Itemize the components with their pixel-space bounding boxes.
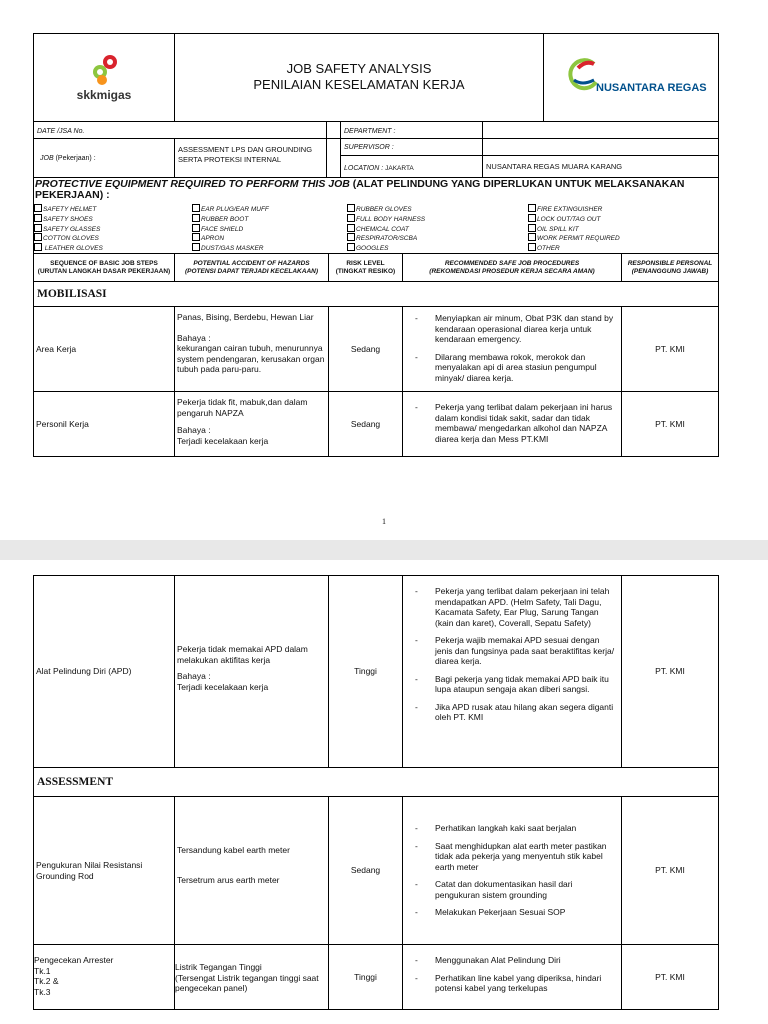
ppe-checkbox-item[interactable] bbox=[192, 243, 263, 253]
skkmigas-logo-icon bbox=[88, 50, 148, 86]
risk-cell bbox=[328, 391, 403, 457]
hazard-detail: Terjadi kecelakaan kerja bbox=[177, 681, 269, 692]
title-cell bbox=[174, 33, 544, 122]
procedure-item: - Catat dan dokumentasikan hasil dari pengukuran sistem grounding bbox=[403, 879, 619, 900]
section-title: MOBILISASI bbox=[37, 288, 107, 300]
procedure-cell bbox=[402, 575, 622, 768]
hazard-text: Tersetrum arus earth meter bbox=[177, 874, 280, 885]
job-label-cell bbox=[33, 138, 175, 178]
procedure-item: - Saat menghidupkan alat earth meter pastikan tidak ada pekerja yang menyentuh stik kabel earth meter bbox=[403, 841, 619, 873]
procedure-item: - Jika APD rusak atau hilang akan segera diganti oleh PT. KMI bbox=[403, 702, 617, 723]
ppe-checkbox-label: EAR PLUG/EAR MUFF bbox=[201, 206, 269, 213]
hazard-cell bbox=[174, 306, 329, 392]
ppe-checkbox-label: FULL BODY HARNESS bbox=[356, 215, 426, 223]
risk-cell bbox=[328, 796, 403, 945]
procedure-item: - Menggunakan Alat Pelindung Diri bbox=[403, 955, 619, 966]
ppe-checkbox-label: RUBBER BOOT bbox=[201, 215, 249, 223]
risk-cell bbox=[328, 575, 403, 768]
responsible-text: PT. KMI bbox=[655, 343, 685, 354]
checkbox-icon[interactable] bbox=[528, 214, 536, 222]
ppe-checkbox-item[interactable] bbox=[347, 224, 409, 234]
risk-level: Sedang bbox=[350, 343, 381, 354]
ppe-checkbox-item[interactable] bbox=[528, 233, 620, 243]
skkmigas-logo-text: skkmigas bbox=[76, 88, 132, 102]
hazard-text: Tersandung kabel earth meter bbox=[177, 845, 290, 855]
responsible-cell bbox=[621, 306, 719, 392]
responsible-cell bbox=[621, 944, 719, 1010]
responsible-text: PT. KMI bbox=[655, 865, 685, 876]
ppe-checkbox-label: FACE SHIELD bbox=[201, 225, 244, 233]
checkbox-icon[interactable] bbox=[34, 243, 42, 251]
procedure-cell bbox=[402, 796, 622, 945]
ppe-checkbox-label: SAFETY SHOES bbox=[43, 215, 93, 223]
col-header-hazards: POTENTIAL ACCIDENT OF HAZARDS (POTENSI DAPAT TERJADI KECELAKAAN) bbox=[174, 253, 329, 282]
step-cell bbox=[33, 796, 175, 945]
responsible-cell bbox=[621, 796, 719, 945]
supervisor-cell bbox=[340, 138, 483, 156]
ppe-checkbox-label: SAFETY HELMET bbox=[43, 206, 97, 213]
responsible-text: PT. KMI bbox=[655, 666, 685, 677]
document-page-2 bbox=[0, 560, 768, 1024]
risk-level: Sedang bbox=[350, 418, 381, 429]
location-detail: NUSANTARA REGAS MUARA KARANG bbox=[486, 162, 623, 171]
col-header-steps: SEQUENCE OF BASIC JOB STEPS (URUTAN LANGKAH DASAR PEKERJAAN) bbox=[33, 253, 175, 282]
checkbox-icon[interactable] bbox=[34, 224, 42, 232]
step-text: Tk.3 bbox=[34, 986, 51, 997]
nusantara-logo-cell bbox=[543, 33, 719, 122]
ppe-checkbox-label: LEATHER GLOVES bbox=[43, 245, 103, 253]
ppe-checkbox-label: RESPIRATOR/SCBA bbox=[356, 235, 418, 243]
procedure-item: - Pekerja yang terlibat dalam pekerjaan ini harus dalam kondisi tidak sakit, sadar dan tidak membawa/ mengedarkan alkohol dan NAPZA diarea kerja dan Mess PT.KMI bbox=[403, 402, 617, 444]
hazard-text: Listrik Tegangan Tinggi bbox=[175, 962, 262, 972]
hazard-text: Panas, Bising, Berdebu, Hewan Liar bbox=[177, 312, 314, 322]
procedure-item: - Pekerja yang terlibat dalam pekerjaan ini telah mendapatkan APD. (Helm Safety, Tali Dagu, Kacamata Safety, Ear Plug, Sarung Tangan (kain dan karet), Coverall, Sepatu Safety) bbox=[403, 586, 617, 628]
supervisor-label: SUPERVISOR : bbox=[344, 144, 394, 151]
section-assessment bbox=[33, 767, 719, 797]
hazard-label: Bahaya : bbox=[177, 671, 211, 681]
step-cell bbox=[33, 391, 175, 457]
ppe-checkbox-label: SAFETY GLASSES bbox=[43, 225, 101, 233]
risk-level: Sedang bbox=[350, 865, 381, 876]
procedure-item: - Menyiapkan air minum, Obat P3K dan stand by kendaraan operasional diarea kerja untuk kendaraan emergency. bbox=[403, 313, 617, 345]
nusantara-regas-logo-icon bbox=[564, 58, 600, 92]
doc-title: JOB SAFETY ANALYSIS bbox=[286, 61, 432, 76]
ppe-checkbox-item[interactable] bbox=[34, 214, 93, 224]
ppe-checkbox-label: FIRE EXTINGUISHER bbox=[537, 206, 603, 213]
ppe-checkbox-label: DUST/GAS MASKER bbox=[201, 245, 264, 253]
divider-cell bbox=[326, 121, 341, 139]
step-text: Tk.1 bbox=[34, 965, 51, 976]
job-value: ASSESSMENT LPS DAN GROUNDING SERTA PROTEKSI INTERNAL bbox=[178, 145, 313, 164]
ppe-checkbox-label: OIL SPILL KIT bbox=[537, 225, 579, 233]
checkbox-icon[interactable] bbox=[528, 233, 536, 241]
step-cell bbox=[33, 575, 175, 768]
step-text: Tk.2 & bbox=[34, 976, 59, 986]
department-label: DEPARTMENT : bbox=[344, 128, 396, 135]
job-label: JOB (Pekerjaan) : bbox=[40, 155, 96, 162]
risk-level: Tinggi bbox=[354, 971, 377, 982]
department-value-cell bbox=[482, 121, 719, 139]
hazard-cell bbox=[174, 796, 329, 945]
checkbox-icon[interactable] bbox=[347, 224, 355, 232]
hazard-detail: kekurangan cairan tubuh, menurunnya system pendengaran, kerusakan organ tubuh pada paru-paru. bbox=[177, 343, 325, 374]
supervisor-value-cell bbox=[482, 138, 719, 156]
procedure-list bbox=[403, 402, 617, 444]
procedure-item: - Perhatikan langkah kaki saat berjalan bbox=[403, 823, 619, 834]
hazard-cell bbox=[174, 575, 329, 768]
ppe-heading: PROTECTIVE EQUIPMENT REQUIRED TO PERFORM THIS JOB (ALAT PELINDUNG YANG DIPERLUKAN UNTUK MELAKSANAKAN PEKERJAAN) : bbox=[35, 178, 685, 201]
date-label: DATE /JSA No. bbox=[37, 128, 85, 135]
procedure-list bbox=[403, 955, 619, 994]
hazard-detail: Terjadi kecelakaan kerja bbox=[177, 435, 269, 446]
ppe-checkbox-item[interactable] bbox=[34, 204, 96, 214]
responsible-text: PT. KMI bbox=[655, 971, 685, 982]
location-label: LOCATION : JAKARTA bbox=[344, 165, 414, 172]
ppe-checkbox-label: COTTON GLOVES bbox=[43, 235, 99, 243]
procedure-cell bbox=[402, 944, 622, 1010]
step-cell bbox=[33, 944, 175, 1010]
risk-level: Tinggi bbox=[354, 666, 377, 677]
ppe-checkbox-item[interactable] bbox=[347, 214, 425, 224]
ppe-checkbox-item[interactable] bbox=[347, 243, 389, 253]
nusantara-regas-logo-text: NUSANTARA REGAS bbox=[596, 82, 707, 94]
doc-subtitle: PENILAIAN KESELAMATAN KERJA bbox=[253, 77, 465, 92]
responsible-cell bbox=[621, 391, 719, 457]
checkbox-icon[interactable] bbox=[528, 243, 536, 251]
location-cell bbox=[340, 155, 483, 178]
step-text: Pengukuran Nilai Resistansi Grounding Rod bbox=[36, 860, 143, 881]
step-text: Personil Kerja bbox=[36, 418, 89, 429]
checkbox-icon[interactable] bbox=[528, 204, 536, 212]
ppe-checkbox-item[interactable] bbox=[192, 224, 243, 234]
procedure-cell bbox=[402, 306, 622, 392]
ppe-checkbox-label: LOCK OUT/TAG OUT bbox=[537, 215, 601, 223]
step-text: Alat Pelindung Diri (APD) bbox=[36, 666, 132, 677]
col-header-procedures: RECOMMENDED SAFE JOB PROCEDURES (REKOMENDASI PROSEDUR KERJA SECARA AMAN) bbox=[402, 253, 622, 282]
checkbox-icon[interactable] bbox=[192, 204, 200, 212]
date-cell bbox=[33, 121, 327, 139]
risk-cell bbox=[328, 306, 403, 392]
checkbox-icon[interactable] bbox=[347, 233, 355, 241]
risk-cell bbox=[328, 944, 403, 1010]
page-number: 1 bbox=[382, 517, 386, 526]
ppe-checkbox-item[interactable] bbox=[34, 243, 103, 253]
col-header-responsible: RESPONSIBLE PERSONAL (PENANGGUNG JAWAB) bbox=[621, 253, 719, 282]
ppe-checkbox-item[interactable] bbox=[528, 204, 602, 214]
skkmigas-logo-cell bbox=[33, 33, 175, 122]
col-header-risk: RISK LEVEL (TINGKAT RESIKO) bbox=[328, 253, 403, 282]
procedure-list bbox=[403, 823, 619, 918]
procedure-item: - Dilarang membawa rokok, merokok dan menyalakan api di area stasiun pengumpul minyak/ diarea kerja. bbox=[403, 352, 617, 384]
step-text: Area Kerja bbox=[36, 343, 77, 354]
procedure-item: - Perhatikan line kabel yang diperiksa, hindari potensi kabel yang terkelupas bbox=[403, 973, 619, 994]
section-title: ASSESSMENT bbox=[37, 776, 114, 788]
checkbox-icon[interactable] bbox=[192, 214, 200, 222]
step-text: Pengecekan Arrester bbox=[34, 955, 114, 965]
checkbox-icon[interactable] bbox=[347, 214, 355, 222]
ppe-checkbox-item[interactable] bbox=[34, 233, 99, 243]
section-mobilisasi bbox=[33, 281, 719, 307]
ppe-checkbox-label: RUBBER GLOVES bbox=[356, 206, 412, 213]
ppe-checkbox-label: GOOGLES bbox=[356, 245, 389, 253]
procedure-item: - Pekerja wajib memakai APD sesuai dengan jenis dan fungsinya pada saat beraktifitas kerja/ diarea kerja. bbox=[403, 635, 617, 667]
ppe-checkbox-item[interactable] bbox=[528, 224, 579, 234]
checkbox-icon[interactable] bbox=[34, 204, 42, 212]
ppe-checkbox-item[interactable] bbox=[192, 214, 248, 224]
hazard-text: Pekerja tidak memakai APD dalam melakukan aktifitas kerja bbox=[177, 644, 308, 665]
hazard-cell bbox=[174, 944, 329, 1010]
ppe-checkbox-item[interactable] bbox=[347, 233, 417, 243]
hazard-label: Bahaya : bbox=[177, 332, 211, 343]
checkbox-icon[interactable] bbox=[34, 214, 42, 222]
department-cell bbox=[340, 121, 483, 139]
ppe-checkbox-item[interactable] bbox=[192, 233, 224, 243]
checkbox-icon[interactable] bbox=[192, 224, 200, 232]
step-cell bbox=[33, 306, 175, 392]
procedure-item: - Melakukan Pekerjaan Sesuai SOP bbox=[403, 907, 619, 918]
hazard-text: Pekerja tidak fit, mabuk,dan dalam pengaruh NAPZA bbox=[177, 397, 308, 418]
hazard-label: Bahaya : bbox=[177, 425, 211, 435]
ppe-checkbox-label: APRON bbox=[201, 235, 225, 243]
procedure-cell bbox=[402, 391, 622, 457]
procedure-list bbox=[403, 313, 617, 383]
checkbox-icon[interactable] bbox=[192, 233, 200, 241]
ppe-checkbox-label: OTHER bbox=[537, 245, 560, 253]
ppe-checkbox-item[interactable] bbox=[34, 224, 100, 234]
checkbox-icon[interactable] bbox=[347, 243, 355, 251]
responsible-cell bbox=[621, 575, 719, 768]
checkbox-icon[interactable] bbox=[34, 233, 42, 241]
ppe-checkbox-item[interactable] bbox=[528, 214, 600, 224]
hazard-cell bbox=[174, 391, 329, 457]
ppe-checkbox-item[interactable] bbox=[528, 243, 560, 253]
ppe-checkbox-item[interactable] bbox=[192, 204, 269, 214]
responsible-text: PT. KMI bbox=[655, 418, 685, 429]
checkbox-icon[interactable] bbox=[192, 243, 200, 251]
job-value-cell bbox=[174, 138, 327, 178]
hazard-detail: (Tersengat Listrik tegangan tinggi saat pengecekan panel) bbox=[175, 972, 319, 993]
divider-cell bbox=[326, 138, 341, 178]
ppe-checkbox-item[interactable] bbox=[347, 204, 412, 214]
location-detail-cell bbox=[482, 155, 719, 178]
procedure-item: - Bagi pekerja yang tidak memakai APD baik itu lupa ataupun sengaja akan diberi sangsi. bbox=[403, 674, 617, 695]
ppe-checkbox-label: CHEMICAL COAT bbox=[356, 225, 409, 233]
ppe-checkbox-label: WORK PERMIT REQUIRED bbox=[537, 235, 620, 243]
procedure-list bbox=[403, 586, 617, 723]
checkbox-icon[interactable] bbox=[347, 204, 355, 212]
checkbox-icon[interactable] bbox=[528, 224, 536, 232]
